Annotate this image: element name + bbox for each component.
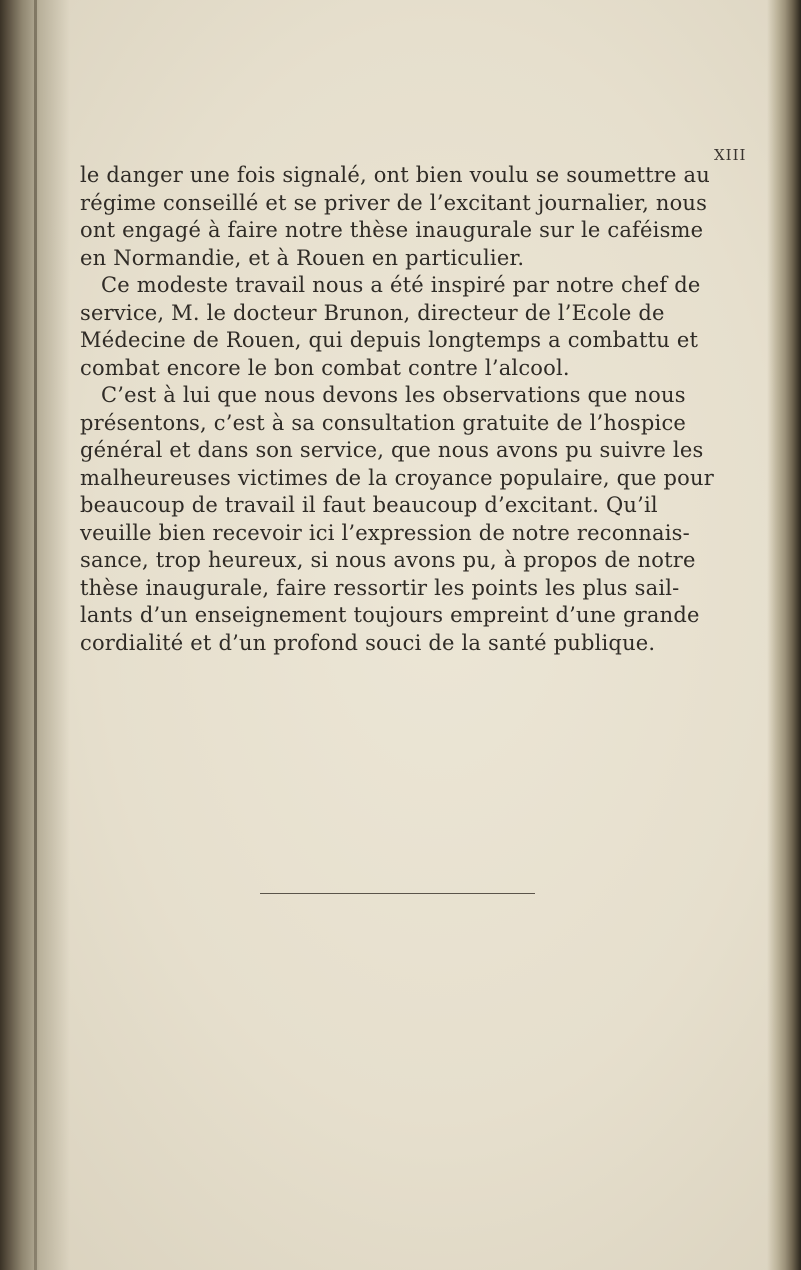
text-line: général et dans son service, que nous avons pu suivre les [80,438,704,462]
page-number: XIII [714,146,747,164]
text-line: cordialité et d’un profond souci de la santé publique. [80,630,656,655]
text-line: régime conseillé et se priver de l’excitant journalier, nous [80,190,708,215]
text-line: lants d’un enseignement toujours empreint d’une grande [80,603,700,627]
text-line: présentons, c’est à sa consultation gratuite de l’hospice [80,410,687,435]
text-line: en Normandie, et à Rouen en particulier. [80,245,525,270]
horizontal-rule [260,893,535,894]
text-line: le danger une fois signalé, ont bien voulu se soumettre au [80,163,710,187]
text-line: Médecine de Rouen, qui depuis longtemps a combattu et [80,328,699,352]
text-line: thèse inaugurale, faire ressortir les points les plus sail- [80,575,680,600]
text-line: service, M. le docteur Brunon, directeur de l’Ecole de [80,300,665,325]
paragraph-start-line: Ce modeste travail nous a été inspiré par notre chef de [101,273,701,297]
text-line: ont engagé à faire notre thèse inaugurale sur le caféisme [80,218,704,242]
page-edge-shadow [767,0,801,1270]
binding-edge [34,0,37,1270]
text-line: sance, trop heureux, si nous avons pu, à propos de notre [80,548,696,572]
text-line: malheureuses victimes de la croyance populaire, que pour [80,465,714,490]
text-line: beaucoup de travail il faut beaucoup d’excitant. Qu’il [80,493,658,517]
paragraph-start-line: C’est à lui que nous devons les observations que nous [101,383,686,407]
text-line: combat encore le bon combat contre l’alcool. [80,355,570,380]
text-line: veuille bien recevoir ici l’expression de notre reconnais- [80,520,690,545]
body-text [80,162,760,657]
